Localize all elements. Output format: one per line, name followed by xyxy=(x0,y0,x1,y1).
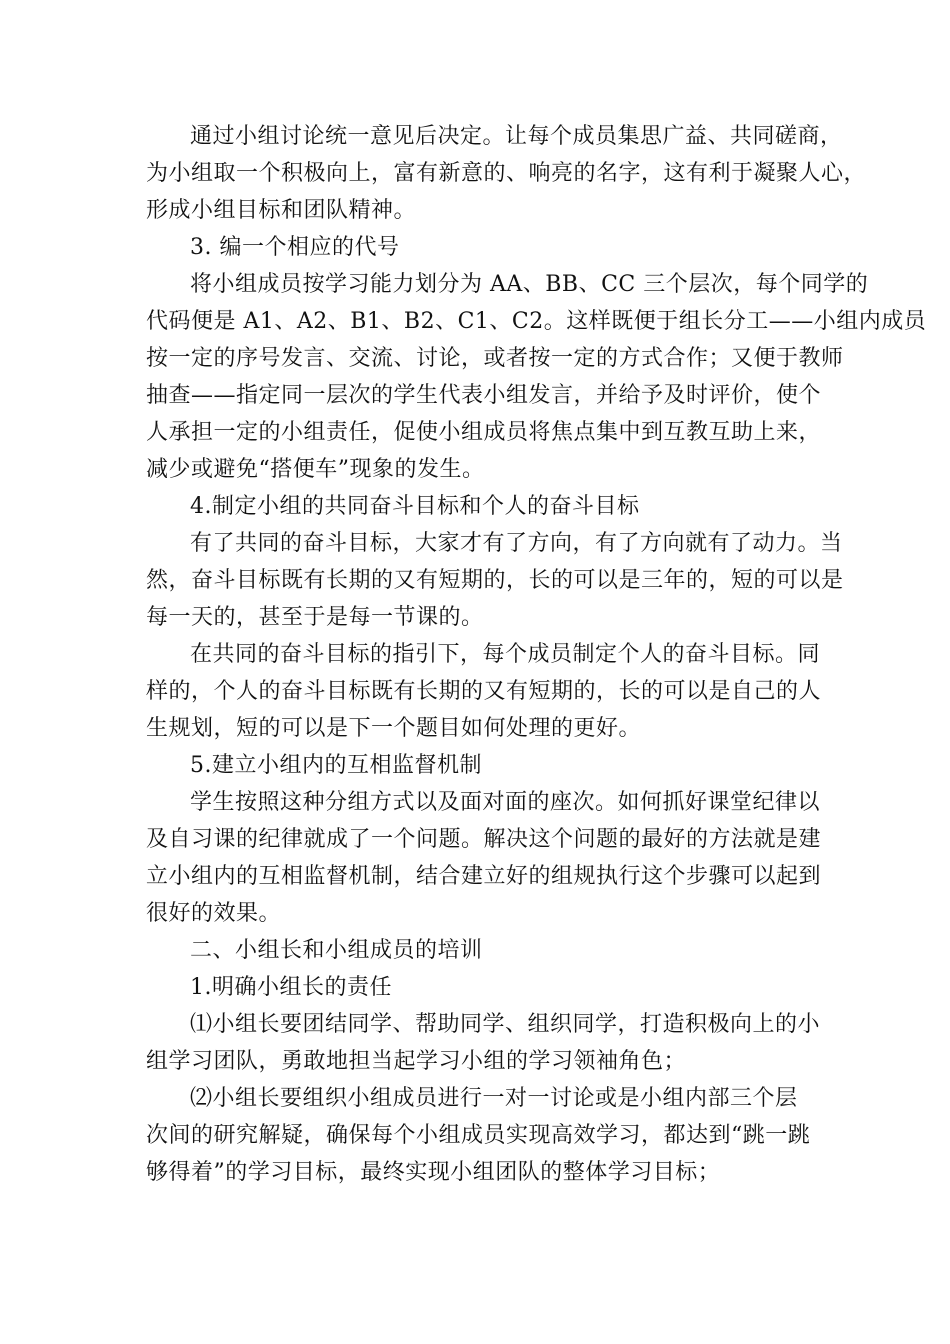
text-line: 抽查——指定同一层次的学生代表小组发言，并给予及时评价，使个 xyxy=(146,383,822,408)
text-line: 通过小组讨论统一意见后决定。让每个成员集思广益、共同磋商， xyxy=(190,124,843,149)
text-line: ⑴小组长要团结同学、帮助同学、组织同学，打造积极向上的小 xyxy=(190,1012,821,1037)
text-line: 代码便是 A1、A2、B1、B2、C1、C2。这样既便于组长分工——小组内成员 xyxy=(146,309,927,334)
section-heading: 4.制定小组的共同奋斗目标和个人的奋斗目标 xyxy=(190,494,640,519)
section-heading: 1.明确小组长的责任 xyxy=(190,975,392,1000)
section-heading: 二、小组长和小组成员的培训 xyxy=(190,938,483,963)
text-line: 够得着”的学习目标，最终实现小组团队的整体学习目标； xyxy=(146,1160,721,1185)
text-line: 为小组取一个积极向上，富有新意的、响亮的名字，这有利于凝聚人心， xyxy=(146,161,867,186)
section-heading: 5.建立小组内的互相监督机制 xyxy=(190,753,482,778)
text-line: 人承担一定的小组责任，促使小组成员将焦点集中到互教互助上来， xyxy=(146,420,822,445)
text-line: 形成小组目标和团队精神。 xyxy=(146,198,417,223)
text-line: 然，奋斗目标既有长期的又有短期的，长的可以是三年的，短的可以是 xyxy=(146,568,844,593)
text-line: 学生按照这种分组方式以及面对面的座次。如何抓好课堂纪律以 xyxy=(190,790,821,815)
text-line: 在共同的奋斗目标的指引下，每个成员制定个人的奋斗目标。同 xyxy=(190,642,821,667)
text-line: 减少或避免“搭便车”现象的发生。 xyxy=(146,457,485,482)
text-line: 组学习团队，勇敢地担当起学习小组的学习领袖角色； xyxy=(146,1049,687,1074)
text-line: 有了共同的奋斗目标，大家才有了方向，有了方向就有了动力。当 xyxy=(190,531,843,556)
text-line: ⑵小组长要组织小组成员进行一对一讨论或是小组内部三个层 xyxy=(190,1086,798,1111)
text-line: 生规划，短的可以是下一个题目如何处理的更好。 xyxy=(146,716,642,741)
text-line: 次间的研究解疑，确保每个小组成员实现高效学习，都达到“跳一跳 xyxy=(146,1123,811,1148)
text-line: 及自习课的纪律就成了一个问题。解决这个问题的最好的方法就是建 xyxy=(146,827,822,852)
section-heading: 3. 编一个相应的代号 xyxy=(190,235,400,260)
text-line: 按一定的序号发言、交流、讨论，或者按一定的方式合作；又便于教师 xyxy=(146,346,844,371)
text-line: 很好的效果。 xyxy=(146,901,282,926)
text-line: 立小组内的互相监督机制，结合建立好的组规执行这个步骤可以起到 xyxy=(146,864,822,889)
text-line: 每一天的，甚至于是每一节课的。 xyxy=(146,605,484,630)
text-line: 样的，个人的奋斗目标既有长期的又有短期的，长的可以是自己的人 xyxy=(146,679,822,704)
text-line: 将小组成员按学习能力划分为 AA、BB、CC 三个层次，每个同学的 xyxy=(190,272,869,297)
